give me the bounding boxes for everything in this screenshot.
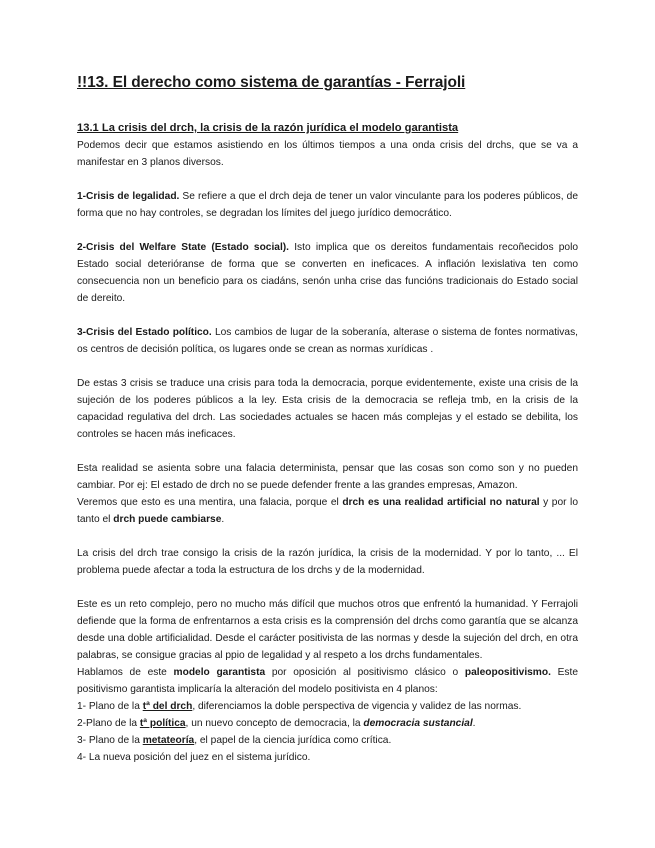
- falacia-text-b: y por lo tanto el: [77, 497, 578, 525]
- plano-1: [77, 698, 578, 715]
- plano-2-italic: democracia sustancial: [363, 718, 473, 729]
- plano-2-pre: 2-Plano de la: [77, 718, 140, 729]
- crisis-welfare-label: 2-Crisis del Welfare State (Estado social).: [77, 242, 290, 253]
- razon-paragraph: La crisis del drch trae consigo la crisis de la razón jurídica, la crisis de la modernidad. Y por lo tanto, ... El problema puede afectar a toda la estructura de los drchs y de la modernidad.: [77, 548, 578, 576]
- plano-2-term: tª política: [139, 718, 186, 729]
- modelo-text-a: Hablamos de este: [77, 667, 174, 678]
- crisis-welfare-text: Isto implica que os dereitos fundamentais recoñecidos polo Estado social deterióranse de forma que se converten en ineficaces. A inflación lexislativa ten como consecuencia non un beneficio para os ciadáns, senón unha crise das funcións tradicionais do Estado social de dereito.: [77, 242, 579, 304]
- plano-3: [77, 732, 578, 749]
- falacia-paragraph-2: [77, 494, 578, 528]
- falacia-text-a: Veremos que esto es una mentira, una falacia, porque el: [77, 497, 343, 508]
- democracia-paragraph: De estas 3 crisis se traduce una crisis para toda la democracia, porque evidentemente, existe una crisis de la sujeción de los poderes públicos a la ley. Esta crisis de la democracia se refleja tmb, en la crisis de la capacidad regulativa del drch. Las sociedades actuales se hacen más complejas y el estado se debilita, los controles se hacen más ineficaces.: [77, 378, 578, 440]
- plano-3-pre: 3- Plano de la: [77, 735, 143, 746]
- modelo-text-c: Este positivismo garantista implicaría la alteración del modelo positivista en 4 planos:: [77, 667, 578, 695]
- crisis-legalidad-text: Se refiere a que el drch deja de tener un valor vinculante para los poderes públicos, de forma que no hay controles, se degradan los límites del juego jurídico democrático.: [77, 191, 578, 219]
- intro-paragraph: Podemos decir que estamos asistiendo en los últimos tiempos a una onda crisis del drchs, que se va a manifestar en 3 planos diversos.: [77, 140, 578, 168]
- falacia-text-c: .: [221, 514, 225, 525]
- falacia-bold-1: drch es una realidad artificial no natural: [342, 497, 540, 508]
- section-heading: 13.1 La crisis del drch, la crisis de la razón jurídica el modelo garantista: [77, 122, 459, 134]
- modelo-bold-1: modelo garantista: [173, 667, 266, 678]
- crisis-politico-paragraph: [77, 324, 578, 358]
- plano-3-term: metateoría: [142, 735, 195, 746]
- crisis-welfare-paragraph: [77, 239, 578, 307]
- modelo-bold-2: paleopositivismo.: [464, 667, 551, 678]
- plano-3-post: , el papel de la ciencia jurídica como crítica.: [194, 735, 392, 746]
- page-title: !!13. El derecho como sistema de garantías - Ferrajoli: [77, 74, 466, 91]
- crisis-politico-label: 3-Crisis del Estado político.: [77, 327, 212, 338]
- modelo-text-b: por oposición al positivismo clásico o: [265, 667, 465, 678]
- document-content: [77, 74, 578, 766]
- reto-paragraph: Este es un reto complejo, pero no mucho más difícil que muchos otros que enfrentó la humanidad. Y Ferrajoli defiende que la forma de enfrentarnos a esta crisis es la comprensión del drchs como garantía que se alcanza desde una doble artificialidad. Desde el carácter positivista de las normas y desde la sujeción del drch, en otra palabras, se consigue gracias al ppio de legalidad y al respeto a los drchs fundamentales.: [77, 599, 578, 661]
- crisis-legalidad-label: 1-Crisis de legalidad.: [77, 191, 180, 202]
- crisis-legalidad-paragraph: [77, 188, 578, 222]
- crisis-politico-text: Los cambios de lugar de la soberanía, alterase o sistema de fontes normativas, os centros de decisión política, os lugares onde se crean as normas xurídicas .: [77, 327, 578, 355]
- plano-1-term: tª del drch: [142, 701, 193, 712]
- modelo-paragraph: [77, 664, 578, 698]
- plano-4: 4- La nueva posición del juez en el sistema jurídico.: [77, 752, 311, 763]
- falacia-bold-2: drch puede cambiarse: [113, 514, 222, 525]
- plano-1-post: , diferenciamos la doble perspectiva de vigencia y validez de las normas.: [192, 701, 522, 712]
- plano-1-pre: 1- Plano de la: [77, 701, 143, 712]
- falacia-paragraph-1: Esta realidad se asienta sobre una falacia determinista, pensar que las cosas son como son y no pueden cambiar. Por ej: El estado de drch no se puede defender frente a las grandes empresas, Amazon.: [77, 463, 578, 491]
- plano-2-end: .: [472, 718, 476, 729]
- plano-2: [77, 715, 578, 732]
- plano-2-post: , un nuevo concepto de democracia, la: [185, 718, 364, 729]
